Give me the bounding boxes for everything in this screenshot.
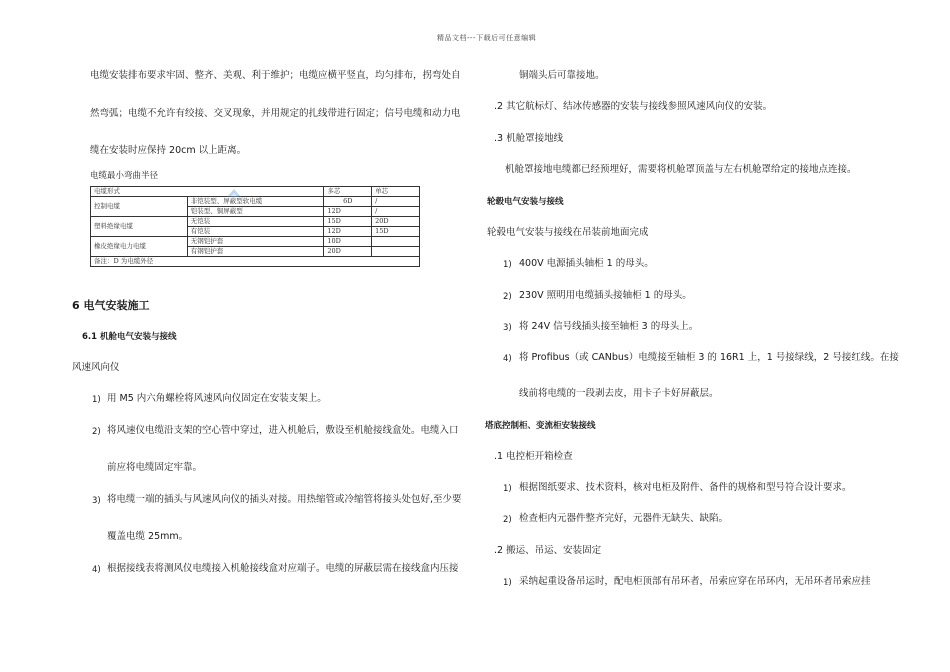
list-item-continuation: 覆盖电缆 25mm。 xyxy=(107,531,189,542)
table-cell: 12D xyxy=(324,207,372,217)
table-cell: 10D xyxy=(324,237,372,247)
list-item: 用 M5 内六角螺栓将风速风向仪固定在安装支架上。 xyxy=(107,393,327,404)
table-row xyxy=(91,187,420,197)
paragraph-line: 缆在安装时应保持 20cm 以上距离。 xyxy=(90,145,247,156)
table-cell: 控制电缆 xyxy=(91,197,188,217)
table-header-cell: 单芯 xyxy=(372,187,420,197)
section-heading: 6 电气安装施工 xyxy=(72,299,150,312)
list-item: 将 24V 信号线插头接至轴柜 3 的母头上。 xyxy=(519,321,699,332)
table-cell: 非铠装型、屏蔽型软电缆 xyxy=(187,197,324,207)
table-cell: / xyxy=(372,207,420,217)
table-cell: 铠装型、铜屏蔽型 xyxy=(187,207,324,217)
list-item-continuation: 前应将电缆固定牢靠。 xyxy=(107,462,203,473)
paragraph-line: 机舱罩接地电缆都已经预埋好，需要将机舱罩顶盖与左右机舱罩给定的接地点连接。 xyxy=(505,164,857,175)
table-cell: / xyxy=(372,197,420,207)
table-cell: 塑料绝缘电缆 xyxy=(91,217,188,237)
list-item: 将 Profibus（或 CANbus）电缆接至轴柜 3 的 16R1 上，1 号接绿线，2 号接红线。在接 xyxy=(519,352,899,363)
table-header-cell: 电缆形式 xyxy=(91,187,324,197)
section-heading: 塔底控制柜、变流柜安装接线 xyxy=(485,421,596,431)
list-number: 3) xyxy=(92,496,101,506)
table-note-cell: 备注：D 为电缆外径 xyxy=(91,257,420,267)
list-item: 检查柜内元器件整齐完好，元器件无缺失、缺陷。 xyxy=(519,513,729,524)
table-cell: 6D xyxy=(324,197,372,207)
table-row xyxy=(91,217,420,227)
table-cell xyxy=(372,247,420,257)
table-cell: 15D xyxy=(372,227,420,237)
list-item: 根据接线表将测风仪电缆接入机舱接线盒对应端子。电缆的屏蔽层需在接线盒内压接 xyxy=(107,563,459,574)
list-number: 2) xyxy=(503,515,512,525)
watermark-logo-icon xyxy=(226,187,242,199)
list-number: 1) xyxy=(503,260,512,270)
table-cell: 有铠装 xyxy=(187,227,324,237)
list-item: 采纳起重设备吊运时，配电柜顶部有吊环者，吊索应穿在吊环内，无吊环者吊索应挂 xyxy=(519,576,871,587)
section-heading: 轮毂电气安装与接线 xyxy=(487,197,564,207)
paragraph-line: 轮毂电气安装与接线在吊装前地面完成 xyxy=(487,227,649,238)
table-row xyxy=(91,197,420,207)
paragraph-line: 铜端头后可靠接地。 xyxy=(519,70,605,81)
list-number: 4) xyxy=(92,565,101,575)
table-cell: 有钢铠护套 xyxy=(187,247,324,257)
table-cell: 20D xyxy=(372,217,420,227)
cable-bend-radius-table xyxy=(90,186,420,267)
list-number: 1) xyxy=(503,484,512,494)
list-item: 将风速仪电缆沿支架的空心管中穿过，进入机舱后，敷设至机舱接线盒处。电缆入口 xyxy=(107,425,459,436)
list-number: 2) xyxy=(503,292,512,302)
list-number: 1) xyxy=(92,395,101,405)
table-caption: 电缆最小弯曲半径 xyxy=(90,171,159,181)
table-header-cell: 多芯 xyxy=(324,187,372,197)
table-cell: 橡皮绝缘电力电缆 xyxy=(91,237,188,257)
subsection-line: .3 机舱罩接地线 xyxy=(494,133,564,144)
subsection-line: .2 搬运、吊运、安装固定 xyxy=(494,545,602,556)
table-row xyxy=(91,257,420,267)
table-cell: 20D xyxy=(324,247,372,257)
list-item: 将电缆一端的插头与风速风向仪的插头对接。用热缩管或冷缩管将接头处包好,至少要 xyxy=(107,494,462,505)
subsection-line: .1 电控柜开箱检查 xyxy=(494,451,573,462)
list-item-continuation: 线前将电缆的一段剥去皮，用卡子卡好屏蔽层。 xyxy=(519,388,719,399)
paragraph-line: 电缆安装排布要求牢固、整齐、美观、利于维护；电缆应横平竖直，均匀排布，拐弯处自 xyxy=(90,70,461,81)
subsection-heading: 6.1 机舱电气安装与接线 xyxy=(82,332,177,342)
list-number: 1) xyxy=(503,578,512,588)
list-item: 根据图纸要求、技术资料，核对电柜及附件、备件的规格和型号符合设计要求。 xyxy=(519,482,852,493)
paragraph-line: 然弯弧；电缆不允许有绞接、交叉现象，并用规定的扎线带进行固定；信号电缆和动力电 xyxy=(90,108,461,119)
list-number: 2) xyxy=(92,427,101,437)
table-cell: 12D xyxy=(324,227,372,237)
table-row xyxy=(91,237,420,247)
list-number: 4) xyxy=(503,354,512,364)
list-number: 3) xyxy=(503,323,512,333)
subsection-line: .2 其它航标灯、结冰传感器的安装与接线参照风速风向仪的安装。 xyxy=(494,101,773,112)
table-cell: 无铠装 xyxy=(187,217,324,227)
list-item: 400V 电源插头轴柜 1 的母头。 xyxy=(519,258,654,269)
subheading: 风速风向仪 xyxy=(72,362,120,373)
list-item: 230V 照明用电缆插头接轴柜 1 的母头。 xyxy=(519,290,692,301)
table-cell: 无钢铠护套 xyxy=(187,237,324,247)
table-cell: 15D xyxy=(324,217,372,227)
page-header: 精品文档---下载后可任意编辑 xyxy=(437,34,537,42)
table-cell xyxy=(372,237,420,247)
